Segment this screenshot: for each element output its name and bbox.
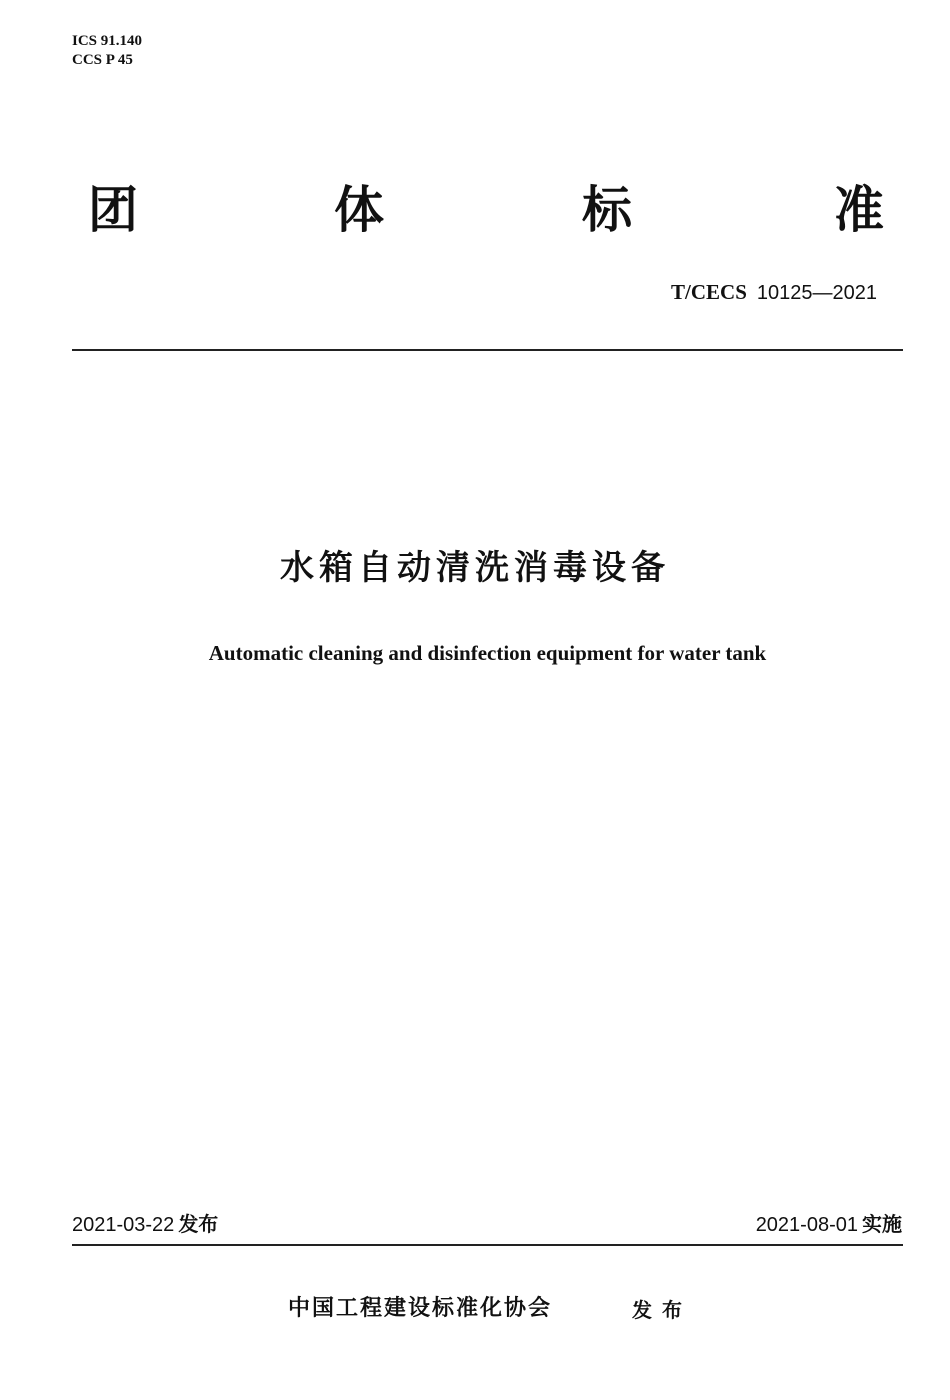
- standard-type-heading: [72, 178, 902, 248]
- issue-date-block: [72, 1211, 218, 1238]
- document-title-chinese: 水箱自动清洗消毒设备: [280, 548, 670, 588]
- standard-number: [671, 279, 877, 306]
- standard-type-char: 团: [88, 181, 138, 239]
- standard-number-code: 10125—2021: [756, 282, 877, 304]
- bottom-divider: [72, 1244, 903, 1246]
- standard-type-char: 标: [582, 181, 632, 239]
- publisher-action: 发布: [632, 1298, 692, 1322]
- document-title-english: Automatic cleaning and disinfection equipment for water tank: [208, 641, 767, 665]
- ics-code: ICS 91.140: [72, 33, 143, 49]
- standard-type-char: 准: [834, 181, 884, 239]
- implementation-date: 2021-08-01: [755, 1214, 858, 1236]
- standard-type-char: 体: [334, 181, 384, 239]
- top-divider: [72, 349, 903, 351]
- issue-date: 2021-03-22: [72, 1214, 175, 1236]
- implementation-date-block: [756, 1211, 902, 1238]
- implementation-label: 实施: [862, 1212, 902, 1236]
- issue-label: 发布: [178, 1212, 219, 1236]
- standard-number-prefix: T/CECS: [671, 280, 747, 304]
- publisher-name: 中国工程建设标准化协会: [288, 1296, 553, 1321]
- classification-codes: [72, 32, 142, 70]
- ccs-code: CCS P 45: [72, 52, 133, 68]
